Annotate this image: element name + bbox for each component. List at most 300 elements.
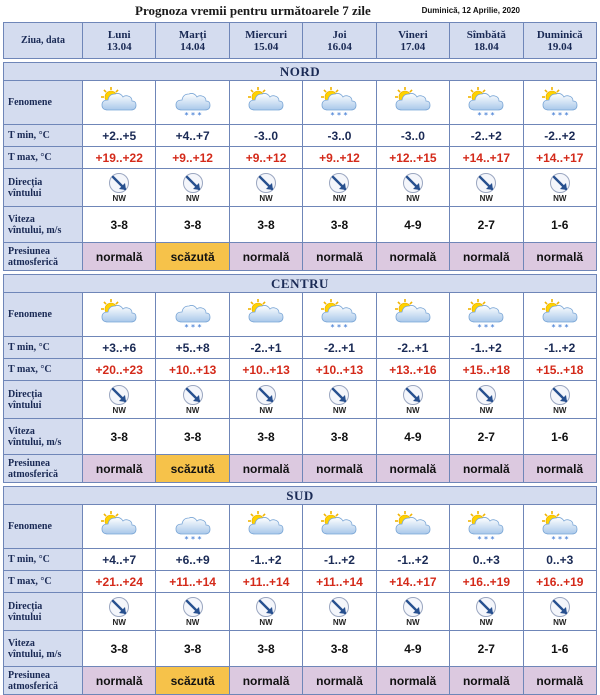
label-text: Presiunea — [8, 245, 51, 257]
region-header — [4, 487, 597, 505]
weather-icon-cell — [156, 293, 229, 337]
wind-direction-value: NW — [479, 194, 493, 203]
wind-direction-value: NW — [259, 194, 273, 203]
label-text: T min, °C — [8, 554, 50, 565]
label-text: vîntului — [8, 611, 42, 623]
pressure-cell — [229, 667, 302, 695]
pressure-value: scăzută — [170, 249, 215, 264]
wind-arrow-nw-icon — [475, 172, 497, 194]
tmax-value: +11..+14 — [242, 574, 290, 589]
row-label-wind-direction — [4, 381, 83, 419]
row-label-tmin — [4, 337, 83, 359]
pressure-value: normală — [462, 461, 510, 476]
day-name: Duminică — [536, 28, 583, 41]
day-header — [303, 23, 376, 59]
header-label-cell — [4, 23, 83, 59]
tmax-value: +9..+12 — [245, 150, 287, 165]
day-header — [229, 23, 302, 59]
wind-speed-cell — [229, 631, 302, 667]
tmin-cell — [303, 125, 376, 147]
wind-speed-cell — [229, 419, 302, 455]
wind-direction-cell — [376, 381, 449, 419]
tmin-cell — [376, 125, 449, 147]
wind-direction-value: NW — [259, 406, 273, 415]
tmin-cell — [303, 549, 376, 571]
tmin-value: +5..+8 — [175, 340, 210, 355]
weather-icon-cell — [156, 505, 229, 549]
wind-direction-value: NW — [553, 406, 567, 415]
tmax-value: +14..+17 — [462, 150, 511, 165]
pressure-cell — [523, 667, 596, 695]
weather-icon-cell — [83, 293, 156, 337]
weather-icon-cell — [523, 293, 596, 337]
tmax-cell — [450, 359, 523, 381]
wind-direction-value: NW — [406, 618, 420, 627]
wind-arrow-nw-icon — [328, 384, 350, 406]
wind-speed-cell — [523, 419, 596, 455]
wind-arrow-nw-icon — [402, 596, 424, 618]
wind-arrow-nw-icon — [182, 384, 204, 406]
label-text: vîntului, m/s — [8, 224, 62, 236]
page-title: Prognoza vremii pentru următoarele 7 zile — [135, 3, 371, 18]
wind-speed-value: 3-8 — [183, 217, 202, 232]
tmax-cell — [376, 571, 449, 593]
sun-snow-cloud-icon — [539, 298, 581, 332]
svg-text:* * *: * * * — [551, 534, 569, 544]
pressure-cell — [303, 243, 376, 271]
wind-arrow-nw-icon — [328, 596, 350, 618]
wind-speed-cell — [83, 207, 156, 243]
wind-direction-value: NW — [332, 406, 347, 415]
wind-direction-cell — [376, 169, 449, 207]
pressure-cell — [523, 455, 596, 483]
wind-direction-cell — [450, 169, 523, 207]
wind-direction-cell — [83, 169, 156, 207]
tmin-value: -1..+2 — [397, 552, 429, 567]
sun-snow-cloud-icon — [465, 298, 507, 332]
row-label-pressure — [4, 243, 83, 271]
wind-speed-value: 4-9 — [404, 641, 422, 656]
tmax-cell — [229, 359, 302, 381]
day-name: Joi — [332, 28, 347, 41]
pressure-cell — [376, 455, 449, 483]
wind-arrow-nw-icon — [255, 172, 277, 194]
wind-direction-value: NW — [185, 194, 200, 203]
region-header — [4, 63, 597, 81]
row-label-tmax — [4, 147, 83, 169]
label-text: Presiunea — [8, 457, 51, 469]
label-text: T min, °C — [8, 130, 50, 141]
forecast-table — [3, 22, 597, 695]
pressure-value: scăzută — [170, 673, 215, 688]
wind-arrow-nw-icon — [475, 384, 497, 406]
tmin-cell — [156, 337, 229, 359]
pressure-cell — [376, 243, 449, 271]
wind-arrow-nw-icon — [402, 172, 424, 194]
wind-arrow-nw-icon — [328, 172, 350, 194]
label-text: Viteza — [8, 637, 35, 649]
pressure-value: normală — [536, 249, 584, 264]
pressure-cell — [450, 243, 523, 271]
tmax-value: +13..+16 — [389, 362, 437, 377]
wind-speed-cell — [450, 207, 523, 243]
wind-speed-value: 3-8 — [183, 641, 202, 656]
wind-direction-value: NW — [112, 406, 126, 415]
day-date: 14.04 — [180, 40, 205, 53]
pressure-cell — [303, 667, 376, 695]
wind-direction-value: NW — [259, 618, 273, 627]
wind-direction-value: NW — [332, 194, 347, 203]
tmax-value: +14..+17 — [536, 150, 584, 165]
row-label-phenomena — [4, 505, 83, 549]
pressure-value: normală — [316, 673, 363, 688]
pressure-value: normală — [242, 673, 290, 688]
wind-speed-value: 1-6 — [551, 641, 569, 656]
row-label-wind-direction — [4, 169, 83, 207]
tmax-cell — [303, 359, 376, 381]
tmin-cell — [450, 337, 523, 359]
wind-direction-cell — [156, 169, 229, 207]
weather-icon-cell — [376, 81, 449, 125]
wind-direction-value: NW — [406, 194, 420, 203]
tmax-cell — [450, 147, 523, 169]
tmin-cell — [229, 337, 302, 359]
row-label-wind-speed — [4, 631, 83, 667]
tmin-cell — [450, 125, 523, 147]
wind-speed-value: 2-7 — [477, 641, 495, 656]
wind-speed-cell — [376, 631, 449, 667]
label-text: Direcția — [8, 176, 43, 188]
tmax-cell — [156, 359, 229, 381]
wind-direction-cell — [229, 593, 302, 631]
sun-snow-cloud-icon — [539, 86, 581, 120]
tmin-cell — [523, 125, 596, 147]
snow-cloud-icon — [172, 298, 214, 332]
wind-speed-value: 3-8 — [110, 429, 128, 444]
weather-icon-cell — [523, 81, 596, 125]
tmin-value: 0..+3 — [546, 552, 574, 567]
tmax-value: +10..+13 — [242, 362, 290, 377]
tmax-cell — [303, 147, 376, 169]
sun-cloud-icon — [98, 510, 140, 544]
tmax-value: +14..+17 — [389, 574, 437, 589]
day-date: 13.04 — [106, 40, 132, 53]
issue-date: Duminică, 12 Aprilie, 2020 — [421, 6, 520, 15]
tmin-cell — [303, 337, 376, 359]
wind-direction-cell — [156, 381, 229, 419]
wind-arrow-nw-icon — [475, 596, 497, 618]
wind-direction-cell — [229, 381, 302, 419]
svg-text:* * *: * * * — [477, 110, 495, 120]
wind-speed-cell — [303, 207, 376, 243]
sun-snow-cloud-icon — [465, 510, 507, 544]
sun-cloud-icon — [98, 298, 140, 332]
tmin-value: -2..+1 — [397, 340, 429, 355]
weather-icon-cell — [83, 81, 156, 125]
label-text: vîntului — [8, 399, 42, 411]
pressure-cell — [83, 243, 156, 271]
wind-direction-value: NW — [553, 194, 567, 203]
wind-speed-cell — [523, 207, 596, 243]
day-date: 15.04 — [253, 40, 279, 53]
wind-speed-value: 3-8 — [257, 217, 275, 232]
wind-direction-value: NW — [479, 406, 493, 415]
weather-icon-cell — [523, 505, 596, 549]
day-header — [83, 23, 156, 59]
day-header — [523, 23, 596, 59]
weather-icon-cell — [376, 505, 449, 549]
tmin-value: -3..0 — [327, 128, 352, 143]
sun-snow-cloud-icon — [318, 298, 360, 332]
pressure-cell — [376, 667, 449, 695]
tmax-cell — [303, 571, 376, 593]
row-label-pressure — [4, 455, 83, 483]
snow-cloud-icon — [172, 510, 214, 544]
wind-speed-value: 4-9 — [404, 429, 422, 444]
tmin-cell — [156, 549, 229, 571]
wind-direction-cell — [83, 381, 156, 419]
tmax-value: +15..+18 — [462, 362, 511, 377]
row-label-tmin — [4, 549, 83, 571]
svg-text:* * *: * * * — [477, 322, 495, 332]
label-text: Viteza — [8, 213, 35, 225]
wind-speed-value: 3-8 — [330, 641, 349, 656]
tmin-cell — [83, 337, 156, 359]
pressure-value: normală — [536, 461, 584, 476]
wind-direction-cell — [450, 593, 523, 631]
pressure-cell — [156, 455, 229, 483]
wind-direction-value: NW — [553, 618, 567, 627]
pressure-value: normală — [389, 249, 437, 264]
sun-cloud-icon — [392, 510, 434, 544]
label-text: Direcția — [8, 388, 43, 400]
tmax-value: +21..+24 — [95, 574, 143, 589]
wind-direction-cell — [303, 381, 376, 419]
tmax-value: +19..+22 — [95, 150, 143, 165]
tmin-value: -2..+1 — [323, 340, 355, 355]
day-name: Luni — [107, 28, 131, 41]
wind-speed-value: 3-8 — [257, 429, 275, 444]
wind-direction-cell — [303, 593, 376, 631]
pressure-value: normală — [242, 461, 290, 476]
sun-cloud-icon — [392, 86, 434, 120]
pressure-value: normală — [316, 461, 363, 476]
label-text: vîntului, m/s — [8, 648, 62, 660]
row-label-tmax — [4, 359, 83, 381]
tmax-cell — [523, 147, 596, 169]
label-text: atmosferică — [8, 468, 58, 480]
day-name: Miercuri — [245, 28, 288, 41]
svg-text:* * *: * * * — [477, 534, 495, 544]
wind-speed-cell — [156, 207, 229, 243]
wind-arrow-nw-icon — [402, 384, 424, 406]
pressure-cell — [523, 243, 596, 271]
wind-speed-cell — [523, 631, 596, 667]
wind-arrow-nw-icon — [108, 596, 130, 618]
tmin-cell — [229, 125, 302, 147]
pressure-value: normală — [462, 249, 510, 264]
top-bar — [0, 0, 600, 22]
weather-icon-cell — [450, 293, 523, 337]
tmax-value: +11..+14 — [316, 574, 363, 589]
tmin-value: -3..0 — [254, 128, 279, 143]
weather-icon-cell — [376, 293, 449, 337]
label-text: T max, °C — [8, 364, 52, 375]
pressure-cell — [303, 455, 376, 483]
tmin-value: -2..+2 — [470, 128, 502, 143]
row-label-wind-direction — [4, 593, 83, 631]
region-name: NORD — [279, 63, 321, 79]
tmax-cell — [156, 571, 229, 593]
tmax-value: +9..+12 — [172, 150, 213, 165]
label-text: T max, °C — [8, 152, 52, 163]
tmin-cell — [156, 125, 229, 147]
wind-arrow-nw-icon — [255, 596, 277, 618]
tmin-value: 0..+3 — [472, 552, 500, 567]
weather-icon-cell — [450, 505, 523, 549]
sun-cloud-icon — [245, 298, 287, 332]
pressure-value: normală — [536, 673, 584, 688]
svg-text:* * *: * * * — [184, 322, 202, 332]
label-text: T max, °C — [8, 576, 52, 587]
wind-direction-cell — [523, 593, 596, 631]
pressure-cell — [450, 455, 523, 483]
label-text: vîntului — [8, 187, 42, 199]
wind-speed-cell — [83, 419, 156, 455]
label-text: T min, °C — [8, 342, 50, 353]
wind-direction-value: NW — [112, 618, 126, 627]
pressure-cell — [83, 667, 156, 695]
pressure-value: normală — [462, 673, 510, 688]
svg-text:* * *: * * * — [551, 110, 569, 120]
wind-speed-cell — [376, 207, 449, 243]
wind-speed-value: 3-8 — [330, 217, 349, 232]
wind-speed-value: 2-7 — [477, 217, 495, 232]
weather-icon-cell — [450, 81, 523, 125]
label-text: Presiunea — [8, 669, 51, 681]
wind-speed-cell — [376, 419, 449, 455]
weather-icon-cell — [83, 505, 156, 549]
tmax-cell — [83, 571, 156, 593]
wind-speed-cell — [229, 207, 302, 243]
tmin-value: -2..+1 — [250, 340, 282, 355]
wind-arrow-nw-icon — [549, 172, 571, 194]
wind-direction-cell — [523, 169, 596, 207]
day-name: Sîmbătă — [466, 28, 506, 41]
pressure-value: scăzută — [170, 461, 215, 476]
tmax-value: +16..+19 — [462, 574, 511, 589]
wind-speed-value: 3-8 — [110, 217, 128, 232]
tmax-cell — [156, 147, 229, 169]
region-name: SUD — [286, 487, 314, 503]
tmax-cell — [229, 147, 302, 169]
tmax-cell — [376, 359, 449, 381]
wind-direction-cell — [376, 593, 449, 631]
tmin-cell — [523, 549, 596, 571]
label-text: atmosferică — [8, 256, 58, 268]
wind-arrow-nw-icon — [108, 384, 130, 406]
label-text: Viteza — [8, 425, 35, 437]
tmin-cell — [523, 337, 596, 359]
tmin-cell — [83, 125, 156, 147]
wind-direction-value: NW — [185, 618, 200, 627]
pressure-cell — [83, 455, 156, 483]
wind-speed-value: 3-8 — [110, 641, 128, 656]
tmax-value: +20..+23 — [95, 362, 143, 377]
wind-direction-value: NW — [479, 618, 493, 627]
sun-cloud-icon — [245, 86, 287, 120]
tmin-value: +4..+7 — [175, 128, 210, 143]
sun-snow-cloud-icon — [318, 86, 360, 120]
weather-icon-cell — [303, 81, 376, 125]
day-date: 18.04 — [473, 40, 499, 53]
tmax-value: +10..+13 — [168, 362, 217, 377]
svg-text:* * *: * * * — [184, 534, 202, 544]
pressure-value: normală — [316, 249, 363, 264]
label-text: Fenomene — [8, 521, 52, 532]
tmax-cell — [376, 147, 449, 169]
day-date: 17.04 — [400, 40, 426, 53]
wind-speed-value: 3-8 — [183, 429, 202, 444]
label-text: vîntului, m/s — [8, 436, 62, 448]
tmin-cell — [376, 549, 449, 571]
wind-speed-value: 4-9 — [404, 217, 422, 232]
wind-arrow-nw-icon — [549, 384, 571, 406]
weather-icon-cell — [303, 293, 376, 337]
wind-direction-cell — [83, 593, 156, 631]
sun-snow-cloud-icon — [539, 510, 581, 544]
wind-speed-cell — [450, 419, 523, 455]
sun-cloud-icon — [245, 510, 287, 544]
weather-icon-cell — [229, 293, 302, 337]
tmin-value: -2..+2 — [544, 128, 576, 143]
svg-text:* * *: * * * — [184, 110, 202, 120]
wind-arrow-nw-icon — [108, 172, 130, 194]
tmax-value: +16..+19 — [536, 574, 584, 589]
wind-arrow-nw-icon — [182, 172, 204, 194]
label-text: Fenomene — [8, 97, 52, 108]
region-name: CENTRU — [271, 275, 329, 291]
header-label: Ziua, data — [21, 35, 65, 46]
tmin-value: +3..+6 — [102, 340, 137, 355]
wind-direction-value: NW — [332, 618, 347, 627]
svg-text:* * *: * * * — [551, 322, 569, 332]
tmin-cell — [450, 549, 523, 571]
wind-direction-cell — [229, 169, 302, 207]
wind-speed-cell — [156, 631, 229, 667]
sun-cloud-icon — [392, 298, 434, 332]
label-text: atmosferică — [8, 680, 58, 692]
wind-direction-cell — [523, 381, 596, 419]
pressure-cell — [156, 243, 229, 271]
tmax-value: +10..+13 — [315, 362, 364, 377]
pressure-value: normală — [389, 673, 437, 688]
row-label-wind-speed — [4, 207, 83, 243]
pressure-value: normală — [242, 249, 290, 264]
pressure-cell — [229, 243, 302, 271]
tmax-cell — [523, 359, 596, 381]
tmin-value: -1..+2 — [250, 552, 282, 567]
day-header — [450, 23, 523, 59]
pressure-value: normală — [95, 461, 143, 476]
weather-icon-cell — [229, 505, 302, 549]
wind-speed-value: 3-8 — [330, 429, 349, 444]
pressure-value: normală — [95, 249, 143, 264]
tmin-value: +6..+9 — [175, 552, 210, 567]
tmax-cell — [450, 571, 523, 593]
tmax-value: +11..+14 — [169, 574, 216, 589]
wind-direction-value: NW — [112, 194, 126, 203]
